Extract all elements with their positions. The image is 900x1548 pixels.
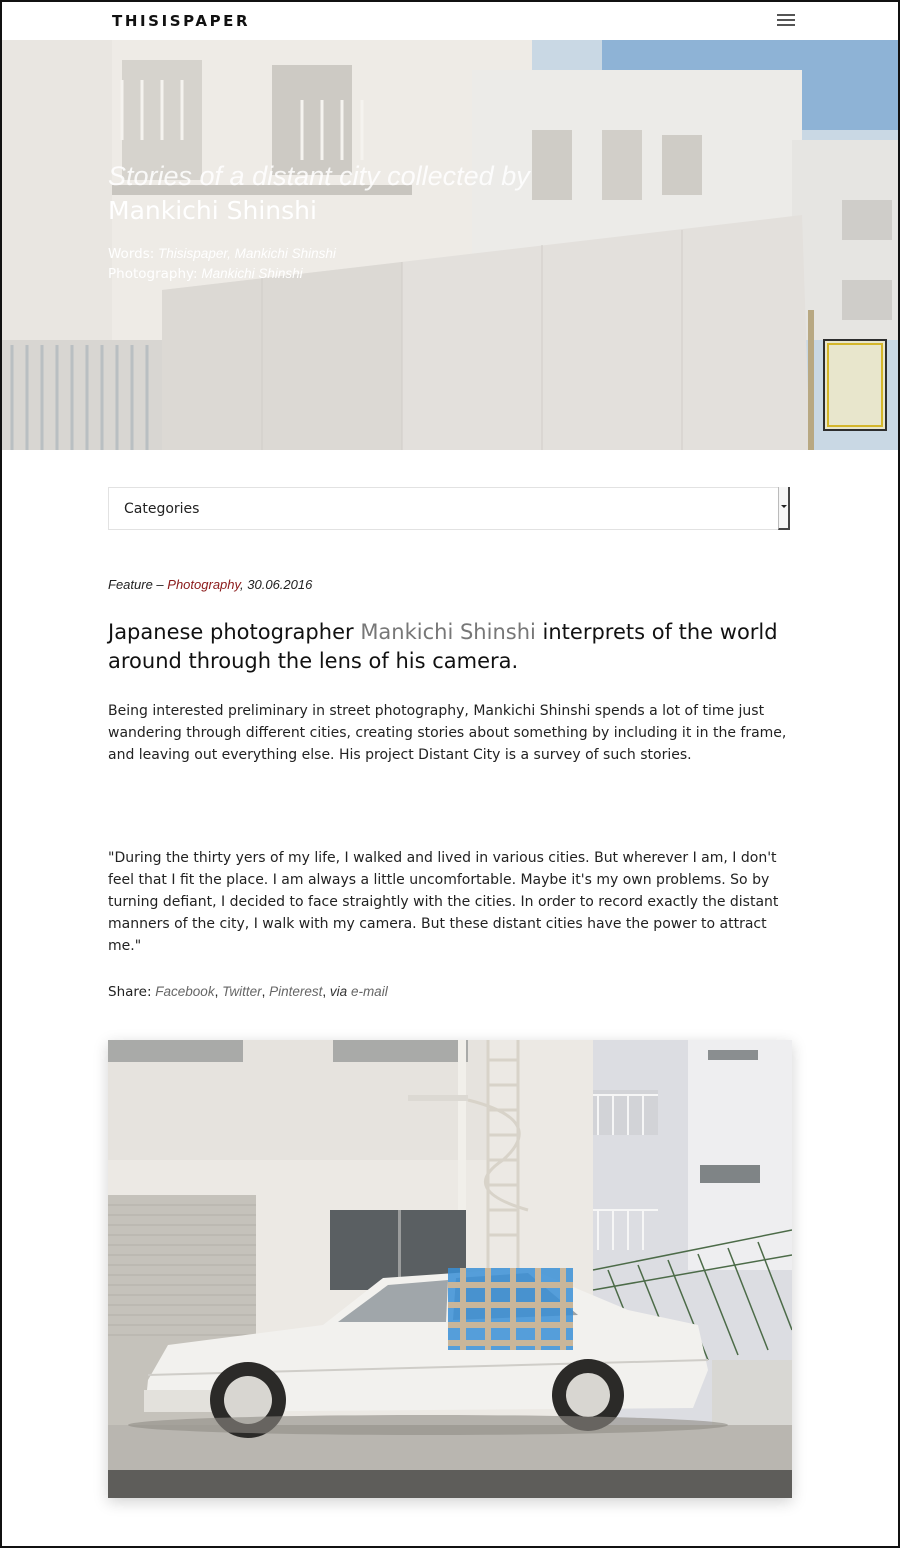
car-photo — [108, 1040, 792, 1498]
share-facebook-link[interactable]: Facebook — [155, 984, 215, 999]
photography-label: Photography: — [108, 266, 198, 282]
headline-post: interprets of the world around through the lens of his camera. — [108, 620, 778, 673]
hero-banner — [2, 40, 898, 450]
words-label: Words: — [108, 246, 155, 262]
site-logo[interactable]: THISISPAPER — [112, 12, 251, 30]
article-photo — [108, 1040, 792, 1498]
dropdown-arrow-icon[interactable] — [778, 487, 790, 530]
categories-selected-value: Categories — [124, 501, 200, 517]
share-label: Share: — [108, 984, 152, 1000]
hero-credits — [108, 244, 530, 284]
hamburger-menu-icon[interactable] — [777, 14, 795, 28]
meta-date: , 30.06.2016 — [240, 577, 313, 592]
hero-kicker: Stories of a distant city collected by — [108, 161, 530, 191]
meta-type: Feature — [108, 577, 153, 592]
body-paragraph-quote: "During the thirty yers of my life, I walked and lived in various cities. But wherever I am, I don't feel that I fit the place. I am always a little uncomfortable. Maybe it's my own problems. So by turning defiant, I decided to face straightly with the cities. In order to record exactly the distant manners of the city, I walk with my camera. But these distant cities have the power to attract me." — [108, 850, 779, 954]
article-meta — [108, 577, 312, 592]
meta-separator: – — [152, 577, 168, 592]
headline-pre: Japanese photographer — [108, 620, 361, 644]
headline-name-link[interactable]: Mankichi Shinshi — [360, 620, 536, 644]
share-pinterest-link[interactable]: Pinterest — [269, 984, 323, 999]
body-paragraph-intro: Being interested preliminary in street photography, Mankichi Shinshi spends a lot of time just wandering through different cities, creating stories about something by including it in the frame, and leaving out everything else. His project Distant City is a survey of such stories. — [108, 703, 787, 763]
site-header — [2, 2, 898, 40]
words-value[interactable]: Thisispaper, Mankichi Shinshi — [158, 246, 336, 261]
share-email-link[interactable]: e-mail — [350, 984, 388, 999]
meta-category-link[interactable]: Photography — [167, 577, 241, 592]
photography-value[interactable]: Mankichi Shinshi — [201, 266, 303, 281]
article-headline — [108, 618, 788, 676]
share-twitter-link[interactable]: Twitter — [222, 984, 262, 999]
categories-select[interactable] — [108, 487, 790, 530]
share-bar: Share: Facebook, Twitter, Pinterest, via e-mail — [108, 984, 388, 1000]
hero-text — [108, 158, 530, 284]
share-via-text: via — [329, 984, 348, 999]
hero-title: Mankichi Shinshi — [108, 196, 317, 225]
